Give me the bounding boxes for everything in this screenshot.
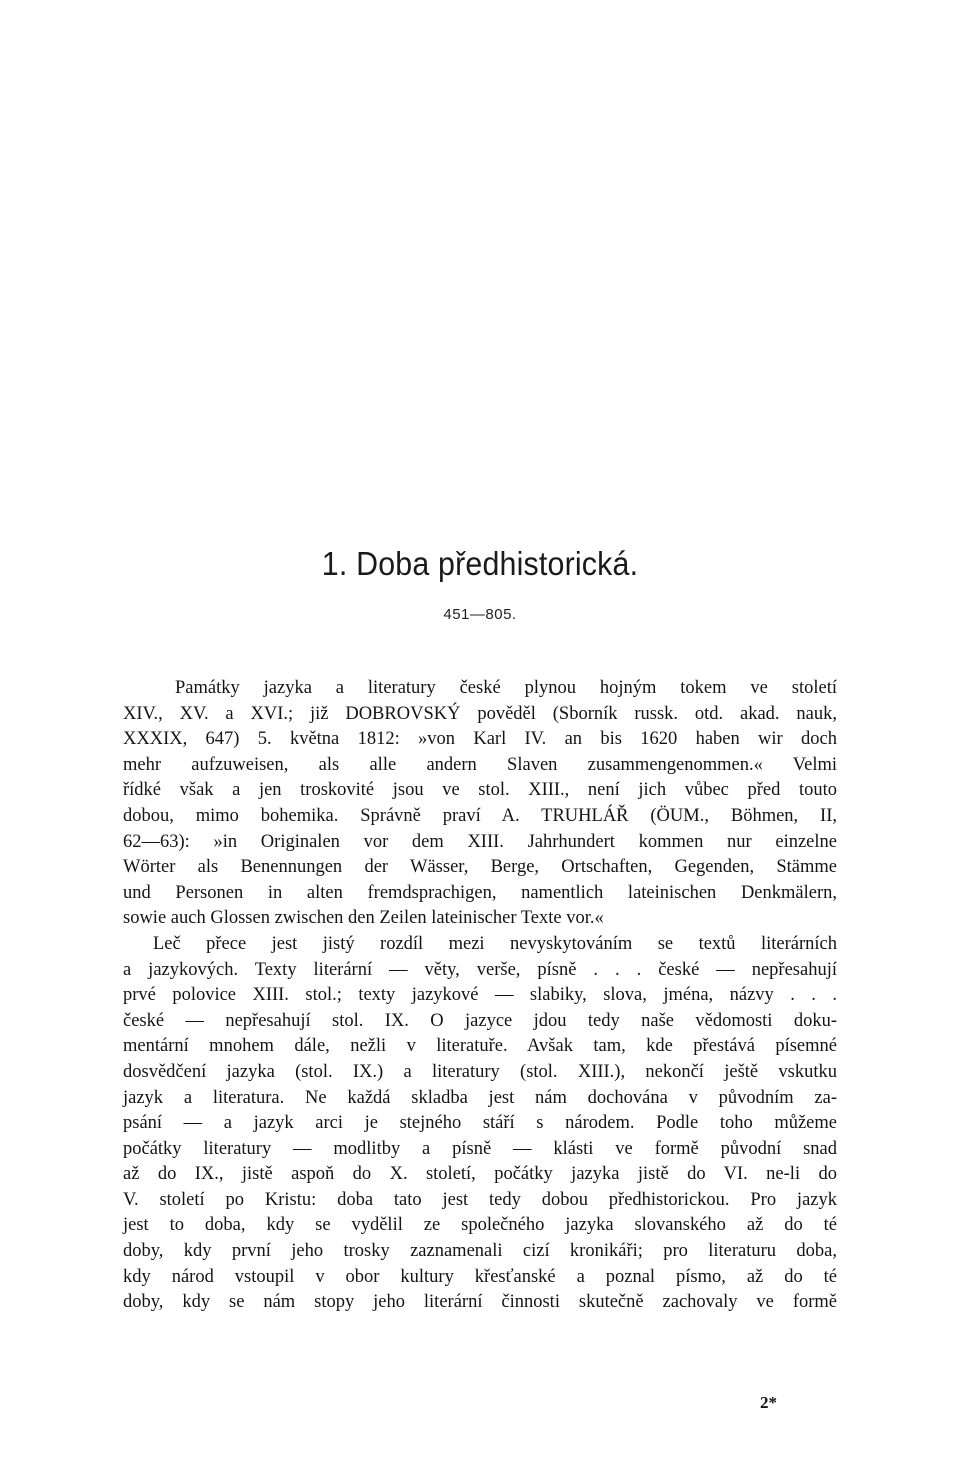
text-line: jazyk a literatura. Ne každá skladba jest nám dochována v původním za- xyxy=(123,1087,837,1108)
page-number: 2* xyxy=(760,1393,777,1412)
text-line: české — nepřesahují stol. IX. O jazyce jdou tedy naše vědomosti doku- xyxy=(123,1010,837,1031)
text-line: jest to doba, kdy se vydělil ze společného jazyka slovanského až do té xyxy=(123,1215,837,1236)
text-line: Wörter als Benennungen der Wässer, Berge, Ortschaften, Gegenden, Stämme xyxy=(123,857,837,878)
text-line: mentární mnohem dále, nežli v literatuře. Avšak tam, kde přestává písemné xyxy=(123,1036,837,1057)
text-line: XIV., XV. a XVI.; již DOBROVSKÝ pověděl (Sborník russk. otd. akad. nauk, xyxy=(123,703,837,724)
text-line: mehr aufzuweisen, als alle andern Slaven zusammengenommen.« Velmi xyxy=(123,754,837,775)
text-line: a jazykových. Texty literární — věty, verše, písně . . . české — nepřesahují xyxy=(123,959,837,980)
text-line: doby, kdy se nám stopy jeho literární činnosti skutečně zachovaly ve formě xyxy=(123,1292,837,1313)
text-line: Památky jazyka a literatury české plynou hojným tokem ve století xyxy=(175,678,837,698)
text-line: řídké však a jen troskovité jsou ve stol. XIII., není jich vůbec před touto xyxy=(123,780,837,801)
chapter-date-range: 451—805. xyxy=(443,606,517,623)
text-line: XXXIX, 647) 5. května 1812: »von Karl IV. an bis 1620 haben wir doch xyxy=(123,729,837,750)
body-text xyxy=(123,676,837,1316)
text-line: Leč přece jest jistý rozdíl mezi nevyskytováním se textů literárních xyxy=(153,933,837,954)
text-line: 62—63): »in Originalen vor dem XIII. Jahrhundert kommen nur einzelne xyxy=(123,831,837,852)
text-line: doby, kdy první jeho trosky zaznamenali cizí kronikáři; pro literaturu doba, xyxy=(123,1241,837,1262)
text-line: počátky literatury — modlitby a písně — klásti ve formě původní snad xyxy=(123,1138,837,1159)
text-line: und Personen in alten fremdsprachigen, namentlich lateinischen Denkmälern, xyxy=(123,882,837,903)
chapter-title: 1. Doba předhistorická. xyxy=(321,545,639,582)
text-line: V. století po Kristu: doba tato jest tedy dobou předhistorickou. Pro jazyk xyxy=(123,1189,837,1210)
text-line: psání — a jazyk arci je stejného stáří s národem. Podle toho můžeme xyxy=(123,1113,837,1134)
text-line: dobou, mimo bohemika. Správně praví A. TRUHLÁŘ (ÖUM., Böhmen, II, xyxy=(123,805,837,826)
text-line: až do IX., jistě aspoň do X. století, počátky jazyka jistě do VI. ne-li do xyxy=(123,1164,837,1185)
text-line: dosvědčení jazyka (stol. IX.) a literatury (stol. XIII.), nekončí ještě vskutku xyxy=(123,1061,837,1082)
text-line: kdy národ vstoupil v obor kultury křesťanské a poznal písmo, až do té xyxy=(123,1266,837,1287)
text-line: prvé polovice XIII. stol.; texty jazykové — slabiky, slova, jména, názvy . . . xyxy=(123,985,837,1006)
text-line: sowie auch Glossen zwischen den Zeilen lateinischer Texte vor.« xyxy=(123,908,604,929)
